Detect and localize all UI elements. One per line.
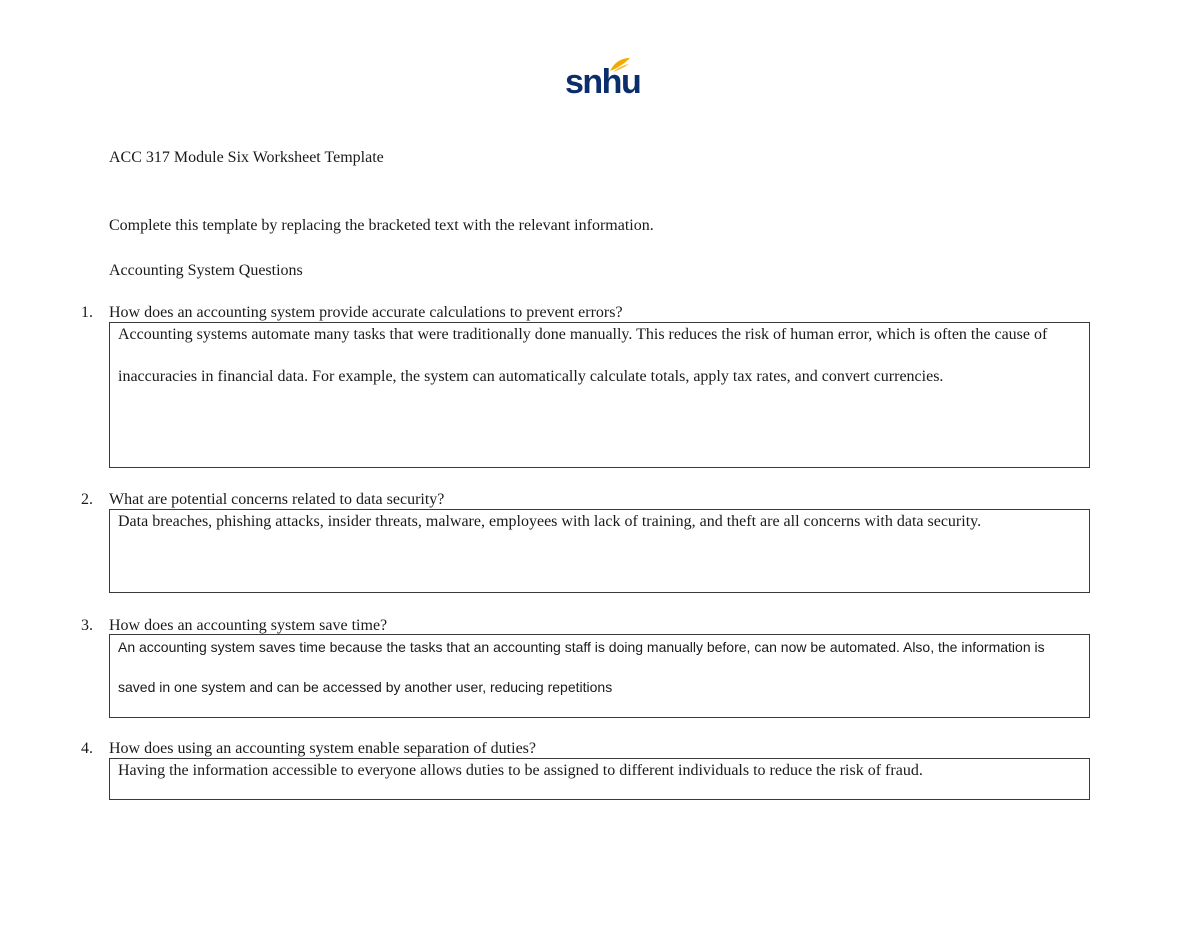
answer-text: Data breaches, phishing attacks, insider threats, malware, employees with lack of training, and theft are all concerns with data security.	[118, 513, 982, 530]
section-heading: Accounting System Questions	[109, 262, 303, 279]
document-title: ACC 317 Module Six Worksheet Template	[109, 149, 384, 166]
question-text: How does an accounting system save time?	[109, 617, 388, 634]
answer-box[interactable]	[109, 322, 1090, 468]
answer-text: Accounting systems automate many tasks that were traditionally done manually. This reduces the risk of human error, which is often the cause of inaccuracies in financial data. For example, the system can automatically calculate totals, apply tax rates, and convert currencies.	[118, 326, 1048, 385]
question-text: What are potential concerns related to data security?	[109, 491, 445, 508]
answer-box[interactable]	[109, 758, 1090, 800]
question-number: 2.	[81, 491, 93, 508]
logo-wordmark: snhu	[565, 63, 641, 101]
answer-box[interactable]	[109, 509, 1090, 593]
question-number: 1.	[81, 304, 93, 321]
instructions: Complete this template by replacing the bracketed text with the relevant information.	[109, 217, 654, 234]
question-number: 3.	[81, 617, 93, 634]
question-text: How does an accounting system provide accurate calculations to prevent errors?	[109, 304, 623, 321]
snhu-logo	[565, 57, 641, 105]
question-text: How does using an accounting system enable separation of duties?	[109, 740, 536, 757]
answer-box[interactable]	[109, 634, 1090, 718]
question-number: 4.	[81, 740, 93, 757]
answer-text: Having the information accessible to everyone allows duties to be assigned to different individuals to reduce the risk of fraud.	[118, 762, 923, 779]
answer-text: An accounting system saves time because the tasks that an accounting staff is doing manually before, can now be automated. Also, the information is saved in one system and can be accessed by another user, reducing repetitions	[118, 639, 1045, 695]
